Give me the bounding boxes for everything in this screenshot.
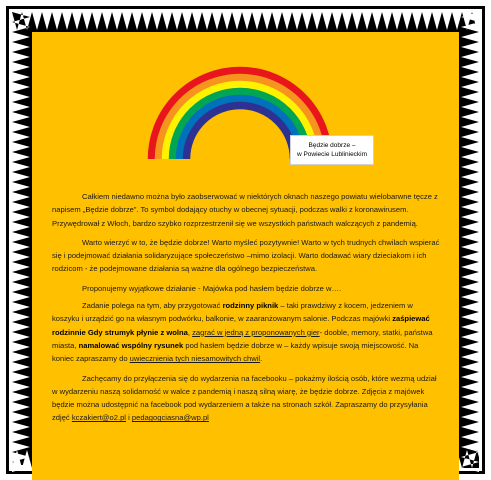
paragraph-task	[52, 299, 440, 365]
text-run: Zachęcamy do przyłączenia się do wydarzenia na facebooku – pokażmy ilością osób, które wezmą udział w wydarzeniu naszą solidarność w walce z pandemią i naszą silną wiarę, że będzie dobrze. Zdjęcia z majówek będzie można udostępnić na facebook pod wydarzeniem a także na stronach szkół. Zapraszamy do przysyłania zdjęć	[52, 373, 437, 423]
caption-line-1: Będzie dobrze –	[308, 142, 356, 149]
text-run: i	[125, 413, 132, 423]
caption-line-2: w Powiecie Lublinieckim	[296, 151, 368, 158]
paragraph-proposal: Proponujemy wyjątkowe działanie - Majówka pod hasłem będzie dobrze w….	[82, 283, 342, 293]
text-run: - dooble, memory, statki, państwa miasta,	[52, 327, 433, 350]
bold-run: zaśpiewać rodzinnie Gdy strumyk płynie z wolna	[52, 314, 430, 337]
paragraph-invite	[52, 372, 440, 425]
email-link-2[interactable]: pedagogciasna@wp.pl	[131, 413, 209, 423]
text-run: ,	[187, 327, 193, 337]
text-run: – taki prawdziwy z kocem, jedzeniem w koszyku i urządzić go na własnym podwórku, balkonie, w zaaranżowanym salonie. Podczas majówki	[52, 301, 413, 324]
paragraph-believe: Warto wierzyć w to, że będzie dobrze! Warto myśleć pozytywnie! Warto w tych trudnych chwilach wspierać się i podejmować działania solidaryzujące społeczeństwo –mimo izolacji. Warto dodawać wiary dzieciakom i ich rodzicom - że podejmowane działania są ważne dla ogólnego bezpieczeństwa.	[52, 237, 440, 274]
underlined-run: zagrać w jedną z proponowanych gier	[192, 327, 320, 337]
rainbow-caption	[290, 135, 374, 165]
underlined-run: uwiecznienia tych niesamowitych chwil	[129, 354, 261, 364]
paragraph-intro: Całkiem niedawno można było zaobserwować w niektórych oknach naszego powiatu wielobarwne tęcze z napisem „Będzie dobrze”. To symbol dodający otuchy w obecnej sytuacji, podczas walki z koronawirusem. Przywędrował z Włoch, bardzo szybko rozprzestrzenił się we wszystkich państwach walczących z pandemią.	[52, 192, 438, 228]
text-run: Zadanie polega na tym, aby przygotować	[82, 301, 223, 311]
article-text	[52, 190, 440, 431]
email-link-1[interactable]: kczakiert@o2.pl	[71, 413, 126, 423]
bold-run: rodzinny piknik	[222, 301, 279, 311]
text-run: pod hasłem będzie dobrze w – każdy wpisuje swoją miejscowość. Na koniec zapraszamy do	[52, 340, 419, 364]
text-run: .	[260, 354, 263, 364]
bold-run: namalować wspólny rysunek	[78, 340, 184, 350]
